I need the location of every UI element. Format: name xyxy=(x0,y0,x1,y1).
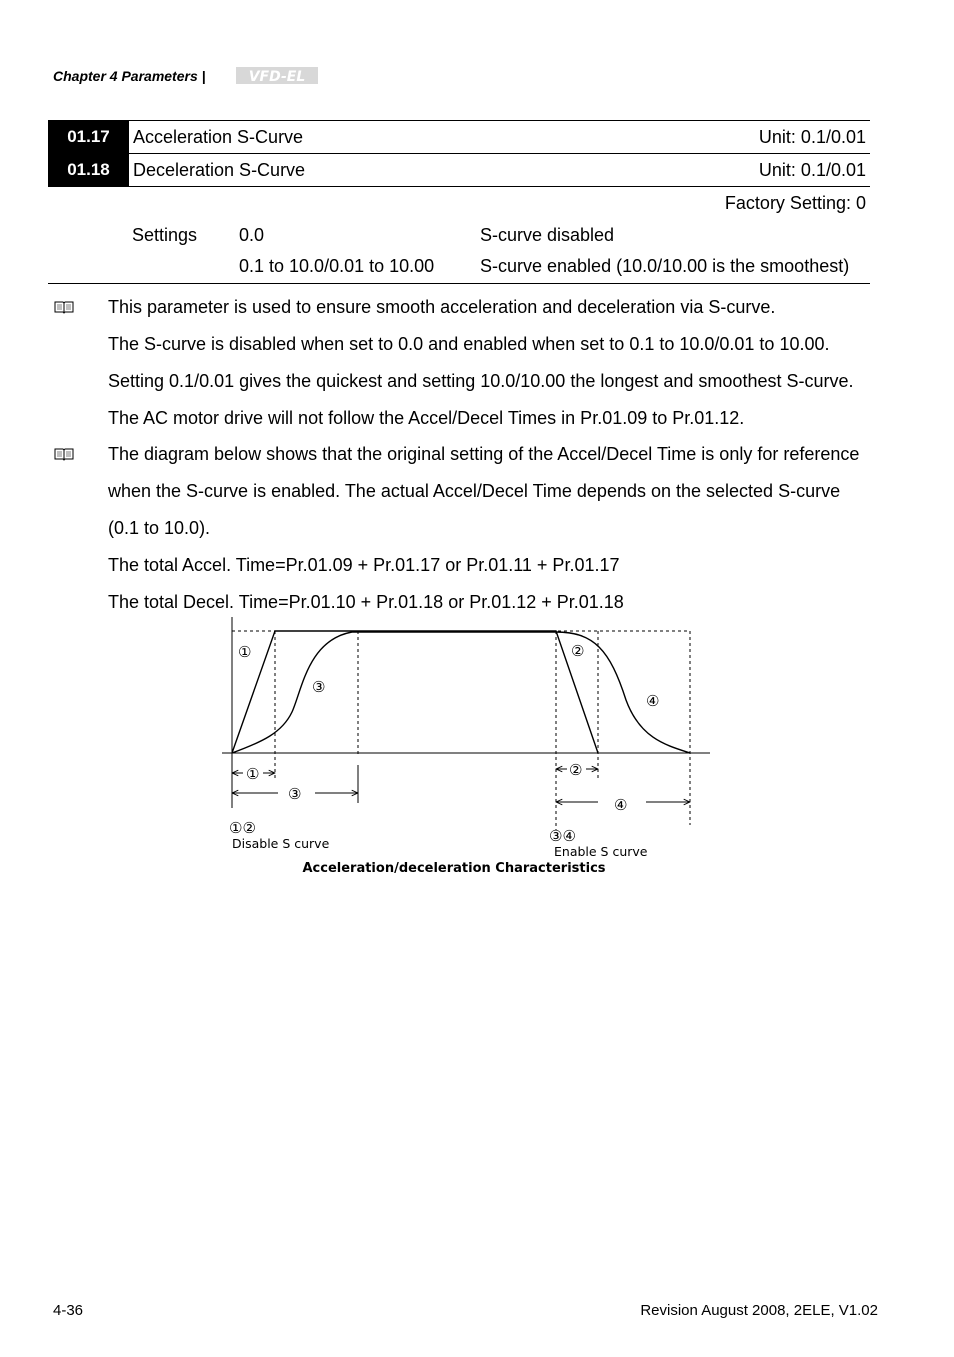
legend-enable-markers: ③④ xyxy=(549,827,576,845)
note-text: The AC motor drive will not follow the Accel/Decel Times in Pr.01.09 to Pr.01.12. xyxy=(108,408,745,428)
marker-3: ③ xyxy=(312,678,326,696)
table-row-rule xyxy=(48,186,870,187)
revision-info: Revision August 2008, 2ELE, V1.02 xyxy=(640,1302,878,1319)
param-unit-0118: Unit: 0.1/0.01 xyxy=(758,160,866,180)
svg-text:VFD-EL: VFD-EL xyxy=(248,69,306,84)
book-icon xyxy=(54,447,74,461)
s-curve-profile xyxy=(232,632,690,753)
setting-value: 0.0 xyxy=(239,225,265,245)
setting-desc: S-curve disabled xyxy=(480,225,615,245)
note-text: The S-curve is disabled when set to 0.0 and enabled when set to 0.1 to 10.0/0.01 to 10.00. xyxy=(108,334,830,354)
note-text: The diagram below shows that the original setting of the Accel/Decel Time is only for reference xyxy=(108,444,860,464)
marker-1: ① xyxy=(238,643,252,661)
vfd-el-logo xyxy=(236,67,318,84)
note-text: when the S-curve is enabled. The actual Accel/Decel Time depends on the selected S-curve xyxy=(108,481,841,501)
marker-4: ④ xyxy=(646,692,660,710)
param-name-0117: Acceleration S-Curve xyxy=(133,127,304,147)
span-label-1: ① xyxy=(246,765,260,783)
span-label-3: ③ xyxy=(288,785,302,803)
param-number-0117: 01.17 xyxy=(48,121,129,153)
table-top-rule xyxy=(48,120,870,121)
formula-decel: The total Decel. Time=Pr.01.10 + Pr.01.18 or Pr.01.12 + Pr.01.18 xyxy=(108,592,624,612)
setting-value: 0.1 to 10.0/0.01 to 10.00 xyxy=(239,256,435,276)
note-text: Setting 0.1/0.01 gives the quickest and setting 10.0/10.00 the longest and smoothest S-curve. xyxy=(108,371,854,391)
span-label-4: ④ xyxy=(614,796,628,814)
formula-accel: The total Accel. Time=Pr.01.09 + Pr.01.17 or Pr.01.11 + Pr.01.17 xyxy=(108,555,620,575)
page-number: 4-36 xyxy=(53,1302,84,1319)
table-bottom-rule xyxy=(48,283,870,284)
legend-disable-label: Disable S curve xyxy=(232,836,330,851)
span-label-2: ② xyxy=(569,761,583,779)
factory-setting: Factory Setting: 0 xyxy=(724,193,866,213)
linear-profile xyxy=(232,631,598,753)
param-number-0118: 01.18 xyxy=(48,154,129,186)
book-icon xyxy=(54,300,74,314)
legend-disable-markers: ①② xyxy=(229,819,256,837)
note-text: This parameter is used to ensure smooth acceleration and deceleration via S-curve. xyxy=(108,297,776,317)
accel-decel-diagram xyxy=(222,615,714,877)
param-name-0118: Deceleration S-Curve xyxy=(133,160,306,180)
param-unit-0117: Unit: 0.1/0.01 xyxy=(758,127,866,147)
chapter-title: Chapter 4 Parameters | xyxy=(53,68,206,84)
legend-enable-label: Enable S curve xyxy=(554,844,648,859)
setting-desc: S-curve enabled (10.0/10.00 is the smoothest) xyxy=(480,256,850,276)
marker-2: ② xyxy=(571,642,585,660)
table-row-rule xyxy=(48,153,870,154)
note-text: (0.1 to 10.0). xyxy=(108,518,211,538)
diagram-caption: Acceleration/deceleration Characteristics xyxy=(302,861,606,876)
settings-label: Settings xyxy=(132,225,198,245)
